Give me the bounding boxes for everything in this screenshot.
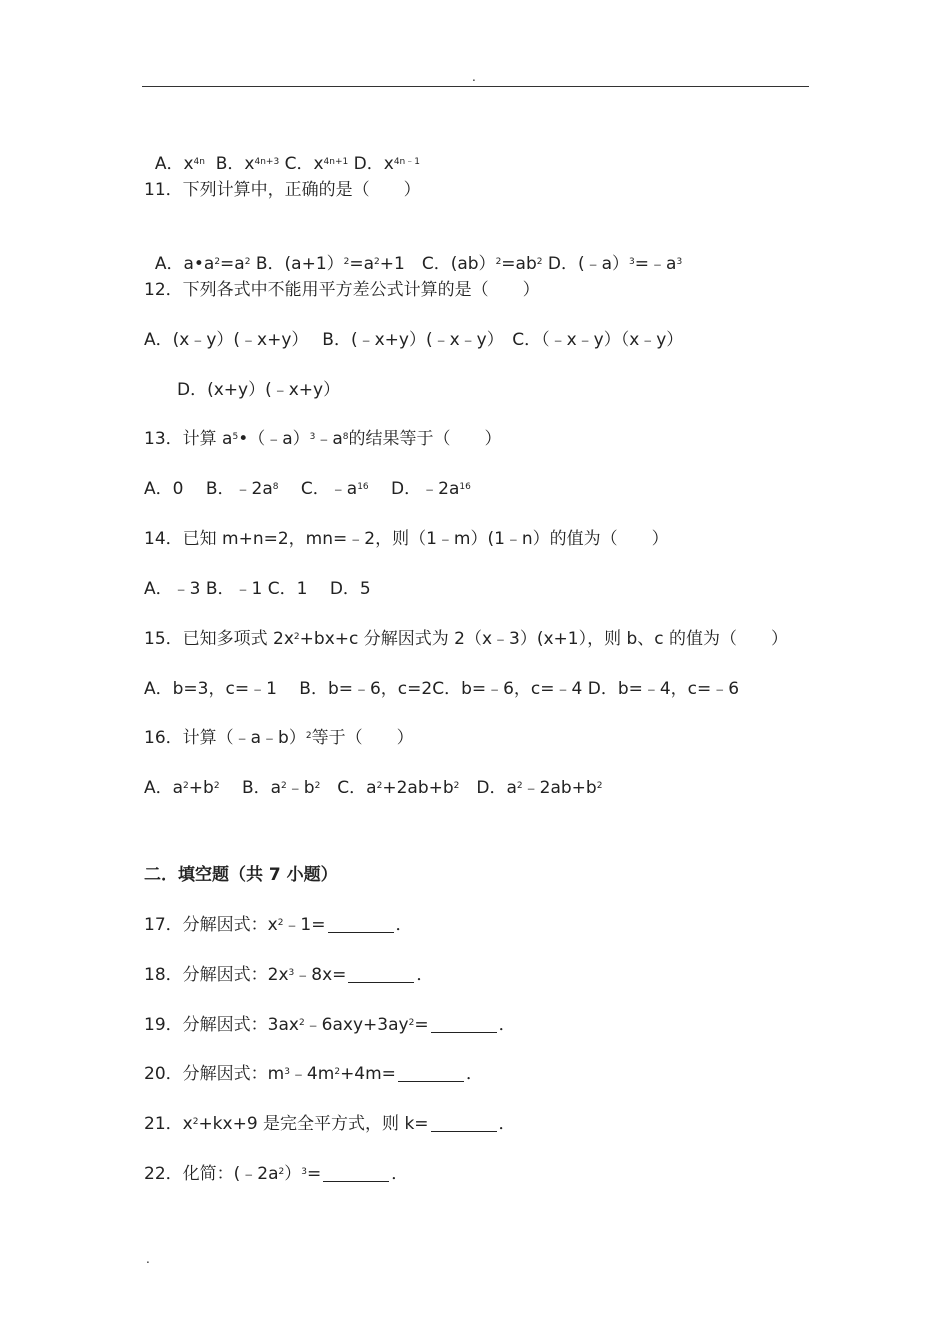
q12-options-line2: D．(x+y）(﹣x+y） [177, 380, 341, 400]
answer-blank[interactable] [431, 1115, 497, 1132]
q13-options: A．0 B．$﹣2a^8$ C．$﹣a^{16}$ D．$﹣2a^{16}$ [144, 479, 471, 499]
q11-options [144, 228, 682, 276]
q10-option-d: D．$x^{4n﹣1}$ [353, 154, 420, 174]
fill-question-21: 21．$x^2+kx+9$ 是完全平方式，则 k= ． [144, 1114, 516, 1134]
q16-stem: 16．计算（﹣a﹣b）$^2$等于（ ） [144, 728, 414, 748]
q11-option-b: B．$(a+1)^2=a^2+1$ [250, 254, 422, 274]
fill-question-19: 19．分解因式：$3ax^2﹣6axy+3ay^2=$ ． [144, 1015, 516, 1035]
q15-stem: 15．已知多项式 $2x^2+bx+c$ 分解因式为 2（x﹣3）(x+1），则 b、c 的值为（ ） [144, 629, 789, 649]
answer-blank[interactable] [398, 1065, 464, 1082]
q11-option-c: C．$(ab)^2=ab^2$ [421, 254, 543, 274]
q10-option-a: A．$x^{4n}$ [154, 154, 205, 174]
answer-blank[interactable] [348, 966, 414, 983]
fill-question-18: 18．分解因式：$2x^3﹣8x=$ ． [144, 965, 434, 985]
q14-options: A．﹣3 B．﹣1 C．1 D．5 [144, 579, 371, 599]
q11-option-d: D．$(﹣a)^3=﹣a^3$ [542, 254, 683, 274]
q10-options [144, 128, 420, 176]
header-rule [142, 86, 809, 87]
q11-option-a: A．$a•a^2=a^2$ [154, 254, 251, 274]
answer-blank[interactable] [323, 1165, 389, 1182]
fill-question-20: 20．分解因式：$m^3﹣4m^2+4m=$ ． [144, 1064, 483, 1084]
q11-stem: 11．下列计算中，正确的是（ ） [144, 180, 421, 200]
q10-option-c: C．$x^{4n+1}$ [284, 154, 349, 174]
q15-options: A．b=3，c=﹣1 B．b=﹣6，c=2C．b=﹣6，c=﹣4 D．b=﹣4，c=﹣6 [144, 679, 740, 699]
fill-question-22: 22．化简：$(﹣2a^2)^3=$ ． [144, 1164, 409, 1184]
answer-blank[interactable] [328, 916, 394, 933]
q12-options-line1: A．(x﹣y）(﹣x+y） B．(﹣x+y）(﹣x﹣y） C．（﹣x﹣y）（x﹣y） [144, 330, 684, 350]
fill-question-17: 17．分解因式：$x^2﹣1=$ ． [144, 915, 413, 935]
q10-option-b: B．$x^{4n+3}$ [210, 154, 280, 174]
footer-dot: . [146, 1252, 150, 1266]
q14-stem: 14．已知 m+n=2，mn=﹣2，则（1﹣m）(1﹣n）的值为（ ） [144, 529, 669, 549]
section-title: 二．填空题（共 7 小题） [144, 865, 338, 885]
answer-blank[interactable] [431, 1016, 497, 1033]
q16-options: A．$a^2+b^2$ B．$a^2﹣b^2$ C．$a^2+2ab+b^2$ D．$a^2﹣2ab+b^2$ [144, 778, 603, 798]
header-dot: . [472, 70, 476, 84]
q13-stem: 13．计算 $a^5•(﹣a)^3﹣a^8$的结果等于（ ） [144, 429, 502, 449]
q12-stem: 12．下列各式中不能用平方差公式计算的是（ ） [144, 280, 540, 300]
